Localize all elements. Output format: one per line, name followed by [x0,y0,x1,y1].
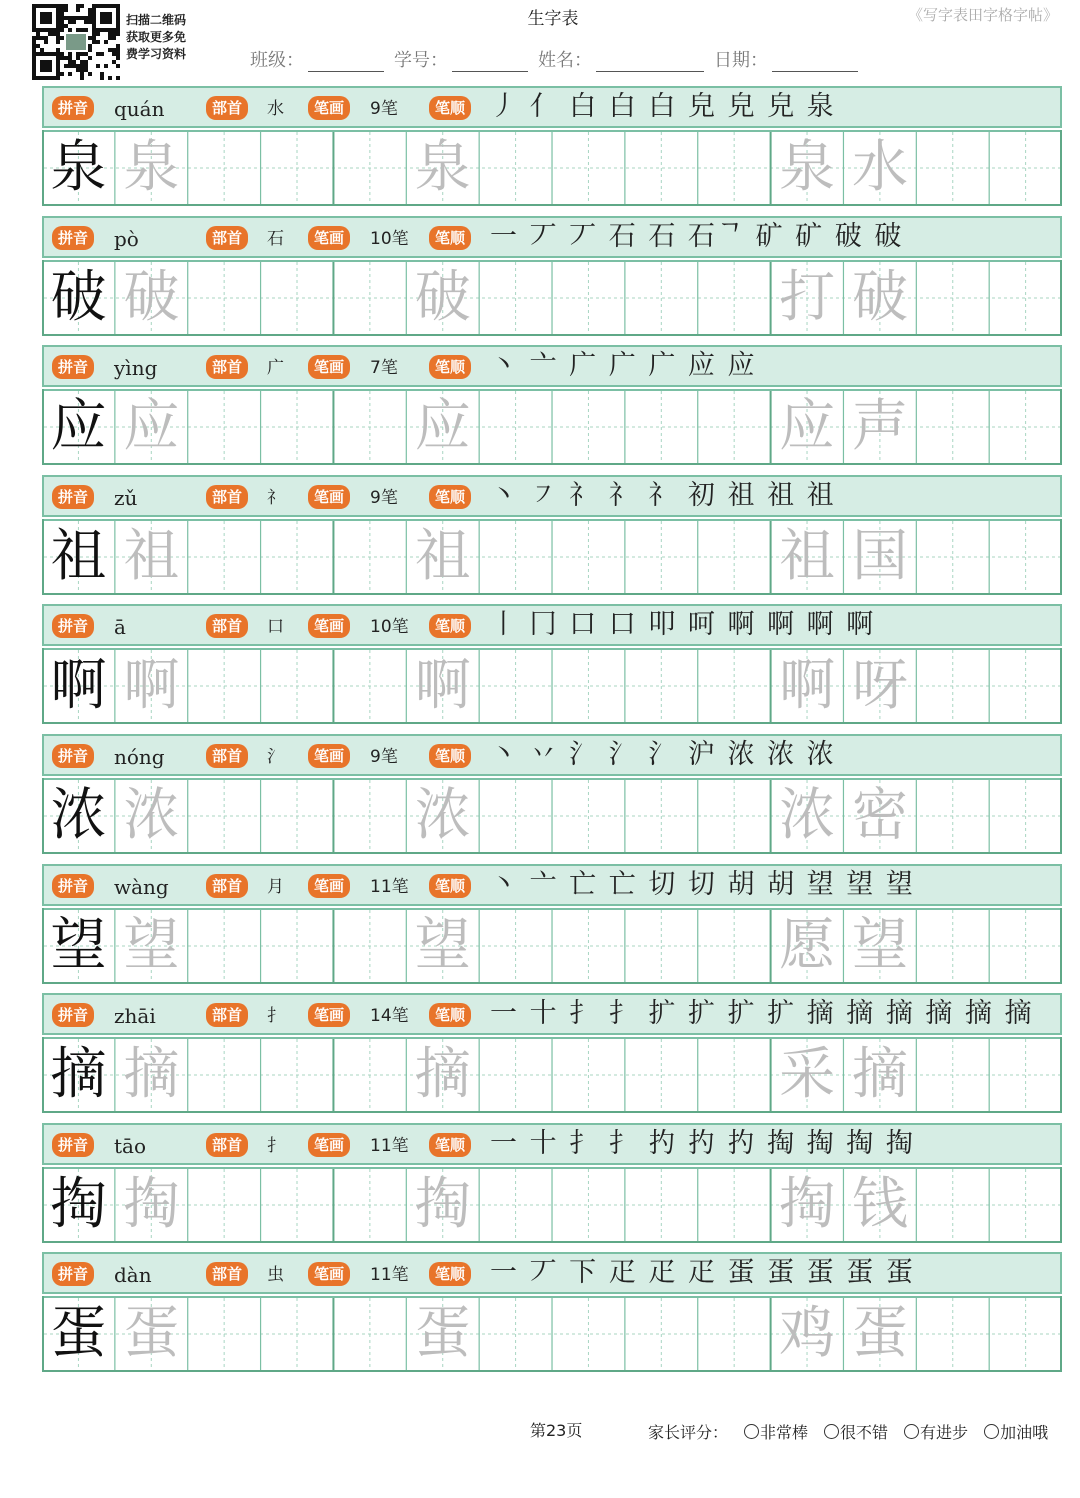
model-character [42,908,115,984]
word-character [843,389,916,465]
model-character [42,260,115,336]
stroke-order-tag: 笔顺 [429,355,471,379]
radical-value: 扌 [267,1006,284,1027]
radical-tag: 部首 [206,874,248,898]
stroke-count-value: 11笔 [370,1135,409,1156]
trace-character [406,648,479,724]
info-bar [42,734,1062,776]
rating-option-label: 非常棒 [760,1423,809,1442]
pinyin-tag: 拼音 [52,874,94,898]
trace-character-glyph: 祖 [123,523,180,589]
info-bar [42,993,1062,1035]
word-character-glyph: 啊 [779,653,836,719]
pinyin-value: pò [114,226,139,251]
radio-circle-icon[interactable] [904,1424,919,1439]
trace-character-glyph: 祖 [414,523,471,589]
stroke-order-sequence: 丿 亻 白 白 白 皃 皃 皃 泉 [490,91,836,122]
model-character [42,1167,115,1243]
character-row [42,604,1062,724]
trace-character [115,908,188,984]
radical-value: 月 [267,876,284,897]
stroke-count-value: 9笔 [370,747,398,767]
pinyin-value: dàn [114,1263,152,1288]
trace-character [406,389,479,465]
pinyin-value: yìng [114,356,158,381]
trace-character-glyph: 啊 [414,653,471,719]
stroke-order-sequence: 一 丆 下 疋 疋 疋 蛋 蛋 蛋 蛋 蛋 [490,1257,915,1289]
pinyin-tag: 拼音 [52,744,94,768]
stroke-count-value: 7笔 [370,358,398,379]
trace-character [115,389,188,465]
word-character [771,1296,844,1372]
word-character [843,130,916,206]
character-row [42,993,1062,1113]
word-character [771,908,844,984]
word-character-glyph: 应 [779,394,836,460]
radical-tag: 部首 [206,226,248,250]
character-row [42,1252,1062,1372]
pinyin-tag: 拼音 [52,96,94,120]
word-character [843,1296,916,1372]
trace-character [406,778,479,854]
page-title: 生字表 [527,9,579,29]
trace-character-glyph: 望 [414,912,471,978]
stroke-order-sequence: 丶 亠 亡 亡 切 切 胡 胡 望 望 望 [490,868,915,900]
trace-character-glyph: 掏 [414,1171,471,1237]
stroke-order-tag: 笔顺 [429,485,471,509]
class-field[interactable] [250,46,384,72]
trace-character-glyph: 破 [123,264,180,330]
pinyin-tag: 拼音 [52,1133,94,1157]
word-character-glyph: 打 [779,264,836,330]
stroke-order-tag: 笔顺 [429,226,471,250]
grid-characters [42,389,1062,465]
stroke-order-sequence: 一 十 扌 扌 扚 扚 扚 掏 掏 掏 掏 [490,1127,915,1159]
trace-character [115,778,188,854]
model-character [42,778,115,854]
qr-note-line: 扫描二维码 [126,13,187,27]
word-character [771,260,844,336]
radical-value: 口 [267,617,284,638]
character-row [42,864,1062,984]
radical-tag: 部首 [206,1262,248,1286]
stroke-count-value: 14笔 [370,1006,409,1027]
info-bar [42,864,1062,906]
brand-title: 《写字表田字格字帖》 [907,6,1058,24]
word-character-glyph: 愿 [779,912,836,978]
word-character-glyph: 鸡 [779,1301,836,1367]
rating-option[interactable] [904,1420,968,1443]
trace-character-glyph: 浓 [123,783,180,848]
trace-character-glyph: 破 [414,264,471,330]
stroke-order-tag: 笔顺 [429,744,471,768]
info-bar [42,1123,1062,1165]
radical-value: 水 [267,99,284,119]
stroke-order-tag: 笔顺 [429,1133,471,1157]
stroke-order-tag: 笔顺 [429,1262,471,1286]
word-character-glyph: 声 [851,394,908,460]
character-row [42,1123,1062,1243]
rating-option-label: 很不错 [840,1423,889,1442]
grid-characters [42,260,1062,336]
stroke-order-tag: 笔顺 [429,874,471,898]
trace-character-glyph: 蛋 [414,1301,471,1367]
radical-value: 扌 [267,1135,284,1156]
name-field[interactable] [538,46,704,72]
stroke-order-sequence: 丶 亠 广 广 广 应 应 [490,350,757,382]
pinyin-tag: 拼音 [52,355,94,379]
grid-characters [42,1037,1062,1113]
radical-tag: 部首 [206,1133,248,1157]
pinyin-value: quán [114,97,165,121]
parent-rating [648,1420,1048,1443]
info-bar [42,475,1062,517]
student-number-label: 学号： [394,50,448,71]
stroke-count-value: 10笔 [370,228,409,249]
grid-characters [42,648,1062,724]
word-character-glyph: 望 [851,912,908,978]
date-field[interactable] [714,46,858,72]
model-character [42,519,115,595]
radical-value: 广 [267,358,284,379]
trace-character-glyph: 应 [123,394,180,460]
word-character [771,519,844,595]
student-info-fields [250,46,868,72]
pinyin-value: tāo [114,1133,147,1158]
model-character [42,1296,115,1372]
model-character [42,130,115,206]
stroke-count-tag: 笔画 [308,485,350,509]
info-bar [42,604,1062,646]
trace-character-glyph: 望 [123,912,180,978]
word-character-glyph: 掏 [779,1171,836,1237]
stroke-order-sequence: 一 十 扌 扌 扩 扩 扩 扩 摘 摘 摘 摘 摘 摘 [490,998,1034,1030]
word-character-glyph: 摘 [851,1042,908,1108]
trace-character-glyph: 泉 [123,135,180,200]
word-character-glyph: 呀 [851,653,908,719]
model-character-glyph: 浓 [50,783,107,848]
info-bar [42,1252,1062,1294]
word-character [843,648,916,724]
stroke-count-tag: 笔画 [308,1003,350,1027]
radio-circle-icon[interactable] [824,1424,839,1439]
word-character-glyph: 泉 [779,135,836,200]
pinyin-value: ā [114,615,126,640]
trace-character-glyph: 啊 [123,653,180,719]
trace-character [406,260,479,336]
word-character-glyph: 国 [851,523,908,589]
trace-character-glyph: 蛋 [123,1301,180,1367]
word-character [843,519,916,595]
model-character-glyph: 泉 [50,135,107,200]
grid-characters [42,519,1062,595]
model-character-glyph: 破 [50,264,107,330]
trace-character [406,1296,479,1372]
pinyin-value: wàng [114,874,169,899]
trace-character-glyph: 摘 [414,1042,471,1108]
trace-character-glyph: 应 [414,394,471,460]
stroke-order-tag: 笔顺 [429,1003,471,1027]
rating-label: 家长评分： [648,1423,729,1442]
radical-value: 虫 [267,1265,284,1286]
trace-character [115,648,188,724]
radical-tag: 部首 [206,614,248,638]
rating-option[interactable] [824,1420,888,1443]
radical-tag: 部首 [206,485,248,509]
word-character-glyph: 蛋 [851,1301,908,1367]
radical-value: 氵 [267,747,284,767]
trace-character [406,1167,479,1243]
word-character-glyph: 密 [851,783,908,848]
word-character [843,778,916,854]
stroke-count-value: 9笔 [370,487,398,508]
info-bar [42,345,1062,387]
word-character [771,389,844,465]
radio-circle-icon[interactable] [984,1424,999,1439]
word-character [771,1167,844,1243]
stroke-count-tag: 笔画 [308,744,350,768]
word-character-glyph: 钱 [851,1171,908,1237]
trace-character [115,260,188,336]
pinyin-value: zǔ [114,485,138,510]
pinyin-tag: 拼音 [52,614,94,638]
trace-character [115,1037,188,1113]
stroke-order-sequence: 丨 冂 口 口 叩 呵 啊 啊 啊 啊 [490,609,876,641]
rating-option-label: 有进步 [920,1423,969,1442]
model-character [42,1037,115,1113]
rating-option[interactable] [744,1420,808,1443]
name-label: 姓名： [538,50,592,71]
pinyin-value: nóng [114,745,165,769]
radio-circle-icon[interactable] [744,1424,759,1439]
trace-character-glyph: 摘 [123,1042,180,1108]
stroke-count-tag: 笔画 [308,1262,350,1286]
grid-characters [42,130,1062,206]
word-character [771,778,844,854]
character-row [42,734,1062,854]
model-character-glyph: 掏 [50,1171,107,1237]
character-row [42,86,1062,206]
stroke-order-sequence: 丶 ㇇ 礻 礻 礻 初 祖 祖 祖 [490,479,836,511]
trace-character [115,1296,188,1372]
grid-characters [42,1167,1062,1243]
pinyin-tag: 拼音 [52,1003,94,1027]
word-character-glyph: 祖 [779,523,836,589]
qr-note-line: 获取更多免 [126,30,187,44]
word-character [843,908,916,984]
qr-note-line: 费学习资料 [126,47,187,61]
stroke-count-tag: 笔画 [308,1133,350,1157]
model-character-glyph: 啊 [50,653,107,719]
stroke-count-tag: 笔画 [308,874,350,898]
radical-tag: 部首 [206,355,248,379]
model-character-glyph: 望 [50,912,107,978]
word-character [771,130,844,206]
pinyin-value: zhāi [114,1004,156,1029]
trace-character [406,1037,479,1113]
date-label: 日期： [714,50,768,71]
stroke-order-tag: 笔顺 [429,96,471,120]
trace-character [115,1167,188,1243]
stroke-count-tag: 笔画 [308,355,350,379]
word-character [843,260,916,336]
pinyin-tag: 拼音 [52,1262,94,1286]
pinyin-tag: 拼音 [52,485,94,509]
grid-characters [42,1296,1062,1372]
word-character-glyph: 采 [779,1042,836,1108]
radical-value: 石 [267,228,284,249]
stroke-order-sequence: 丶 丷 氵 氵 氵 沪 浓 浓 浓 [490,739,836,770]
word-character [771,1037,844,1113]
trace-character-glyph: 浓 [414,783,471,848]
info-bar [42,86,1062,128]
word-character-glyph: 水 [851,135,908,200]
trace-character [406,908,479,984]
grid-characters [42,908,1062,984]
trace-character [115,519,188,595]
word-character [771,648,844,724]
character-row [42,345,1062,465]
rating-option[interactable] [984,1420,1048,1443]
class-label: 班级： [250,50,304,71]
trace-character-glyph: 泉 [414,135,471,200]
stroke-count-value: 11笔 [370,1265,409,1286]
model-character [42,389,115,465]
stroke-order-sequence: 一 丆 丆 石 石 石ᄀ 矿 矿 破 破 [490,220,904,252]
stroke-order-tag: 笔顺 [429,614,471,638]
trace-character-glyph: 掏 [123,1171,180,1237]
word-character-glyph: 浓 [779,783,836,848]
stroke-count-value: 9笔 [370,99,398,119]
radical-value: 礻 [267,487,284,508]
character-row [42,216,1062,336]
radical-tag: 部首 [206,96,248,120]
model-character-glyph: 蛋 [50,1301,107,1367]
radical-tag: 部首 [206,1003,248,1027]
pinyin-tag: 拼音 [52,226,94,250]
page-number: 第23页 [530,1421,583,1440]
stroke-count-tag: 笔画 [308,96,350,120]
model-character-glyph: 摘 [50,1042,107,1108]
model-character-glyph: 祖 [50,523,107,589]
model-character-glyph: 应 [50,394,107,460]
rating-option-label: 加油哦 [1000,1423,1049,1442]
word-character-glyph: 破 [851,264,908,330]
trace-character [406,519,479,595]
word-character [843,1167,916,1243]
radical-tag: 部首 [206,744,248,768]
stroke-count-tag: 笔画 [308,226,350,250]
word-character [843,1037,916,1113]
student-number-field[interactable] [394,46,528,72]
info-bar [42,216,1062,258]
model-character [42,648,115,724]
trace-character [115,130,188,206]
character-row [42,475,1062,595]
stroke-count-value: 11笔 [370,876,409,897]
trace-character [406,130,479,206]
stroke-count-tag: 笔画 [308,614,350,638]
grid-characters [42,778,1062,854]
stroke-count-value: 10笔 [370,617,409,638]
